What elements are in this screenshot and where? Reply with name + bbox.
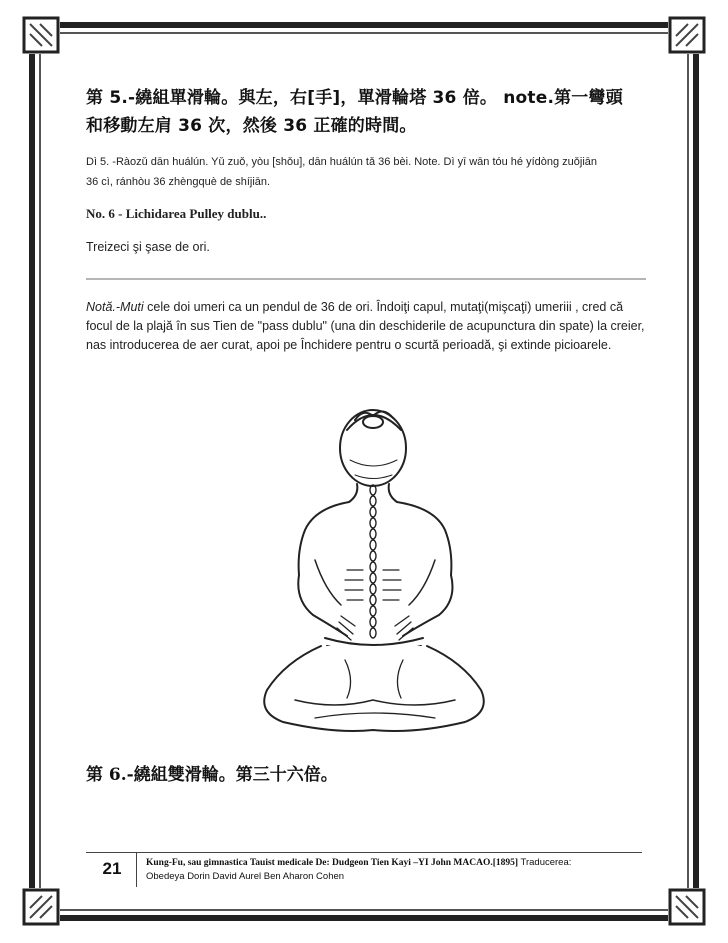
section-6-title: 第 6.-繞組雙滑輪。第三十六倍。 [86, 765, 338, 785]
corner-ornament-top-right [668, 16, 706, 54]
exercise-6-title: No. 6 - Lichidarea Pulley dublu.. [86, 206, 267, 221]
footer-translator: Obedeya Dorin David Aurel Ben Aharon Cohen [146, 871, 345, 882]
pinyin-transliteration [86, 152, 646, 192]
pinyin-line-2: 36 cì, ránhòu 36 zhèngquè de shíjiān. [86, 176, 271, 188]
note-paragraph [86, 298, 646, 355]
footer-translation-label: Traducerea: [518, 857, 572, 868]
heading-line-2: 和移動左肩 36 次，然後 36 正確的時間。 [86, 116, 417, 136]
footer-source: Kung-Fu, sau gimnastica Tauist medicale De: Dudgeon Tien Kayi –YI John MACAO.[1895] [146, 858, 519, 868]
corner-ornament-top-left [22, 16, 60, 54]
page-number: 21 [102, 859, 122, 878]
seated-figure-illustration [255, 400, 495, 745]
horizontal-divider [86, 278, 646, 280]
footer-separator [136, 853, 137, 887]
corner-ornament-bottom-right [668, 888, 706, 926]
page-footer [86, 852, 642, 887]
note-lead: Notă.-Muti [86, 300, 144, 314]
corner-ornament-bottom-left [22, 888, 60, 926]
pinyin-line-1: Dì 5. -Ràozǔ dān huálún. Yǔ zuǒ, yòu [shǒu], dān huálún tǎ 36 bèi. Note. Dì yī wān tóu hé yídòng zuǒjiān [86, 156, 598, 168]
note-body: cele doi umeri ca un pendul de 36 de ori. Îndoiţi capul, mutaţi(mişcaţi) umeriii , cred că focul de la plajă în sus Tien de "pass dublu" (una din deschiderile de acupunctura din spate) la creier, nas introducerea de aer curat, apoi pe Închidere pentru o scurtă perioadă, şi extinde picioarele. [86, 300, 645, 352]
repetition-note: Treizeci şi şase de ori. [86, 240, 210, 254]
heading-line-1: 第 5.-繞組單滑輪。與左，右[手]，單滑輪塔 36 倍。 note.第一彎頭 [86, 88, 623, 108]
page-content [86, 84, 646, 355]
footer-citation [146, 856, 646, 884]
